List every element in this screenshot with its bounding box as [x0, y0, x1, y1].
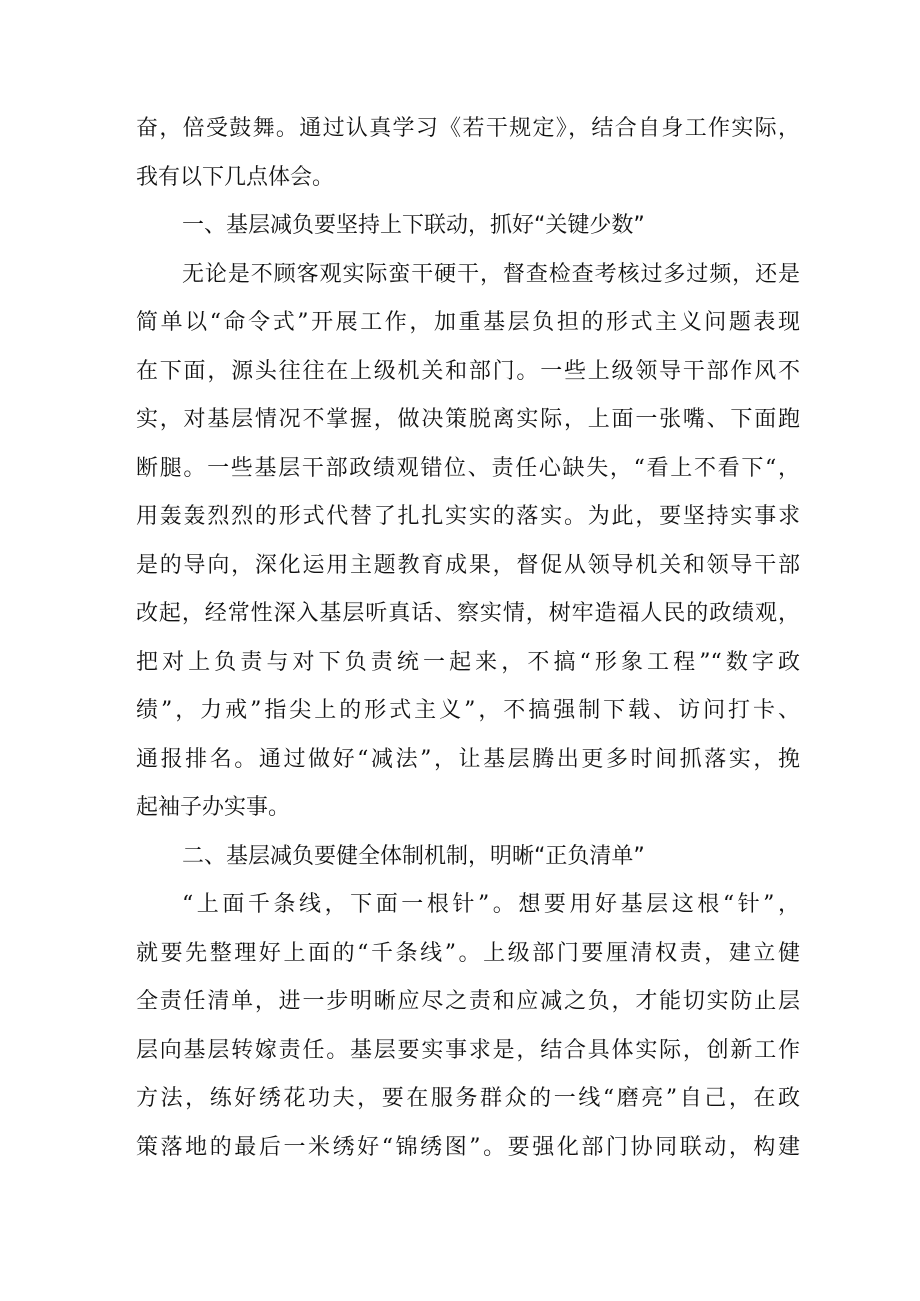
intro-paragraph: [136, 105, 800, 202]
document-body: [136, 105, 800, 1172]
text-line: 绩”，力戒”指尖上的形式主义”，不搞强制下载、访问打卡、: [136, 698, 800, 723]
text-line: 实，对基层情况不掌握，做决策脱离实际，上面一张嘴、下面跑: [136, 407, 800, 432]
text-line: 是的导向，深化运用主题教育成果，督促从领导机关和领导干部: [136, 552, 800, 578]
text-line: 改起，经常性深入基层听真话、察实情，树牢造福人民的政绩观，: [136, 601, 800, 626]
section-1-paragraph: [136, 251, 800, 833]
text-line: 把对上负责与对下负责统一起来，不搞“形象工程”“数字政: [136, 649, 800, 675]
text-line: 层向基层转嫁责任。基层要实事求是，结合具体实际，创新工作: [136, 1037, 800, 1063]
text-line: 在下面，源头往往在上级机关和部门。一些上级领导干部作风不: [136, 358, 800, 384]
text-line: “上面千条线，下面一根针”。想要用好基层这根“针”，: [182, 892, 800, 917]
text-line: 无论是不顾客观实际蛮干硬干，督查检查考核过多过频，还是: [182, 261, 800, 287]
text-line: 就要先整理好上面的“千条线”。上级部门要厘清权责，建立健: [136, 940, 800, 966]
text-line: 用轰轰烈烈的形式代替了扎扎实实的落实。为此，要坚持实事求: [136, 504, 800, 529]
text-line: 我有以下几点体会。: [136, 164, 335, 190]
text-line: 方法，练好绣花功夫，要在服务群众的一线“磨亮”自己，在政: [136, 1086, 800, 1111]
text-line: 奋，倍受鼓舞。通过认真学习《若干规定》，结合自身工作实际，: [136, 116, 800, 141]
text-line: 简单以“命令式”开展工作，加重基层负担的形式主义问题表现: [136, 310, 800, 335]
text-line: 起袖子办实事。: [136, 795, 291, 820]
text-line: 全责任清单，进一步明晰应尽之责和应减之负，才能切实防止层: [136, 989, 800, 1014]
section-2-paragraph: [136, 881, 800, 1172]
text-line: 策落地的最后一米绣好“锦绣图”。要强化部门协同联动，构建: [136, 1134, 800, 1160]
section-heading-2: 二、基层减负要健全体制机制，明晰“正负清单”: [182, 843, 645, 869]
text-line: 断腿。一些基层干部政绩观错位、责任心缺失，“看上不看下“，: [136, 455, 800, 481]
text-line: 通报排名。通过做好“减法”，让基层腾出更多时间抓落实，挽: [136, 746, 800, 772]
section-heading-1: 一、基层减负要坚持上下联动，抓好“关键少数”: [182, 213, 645, 238]
